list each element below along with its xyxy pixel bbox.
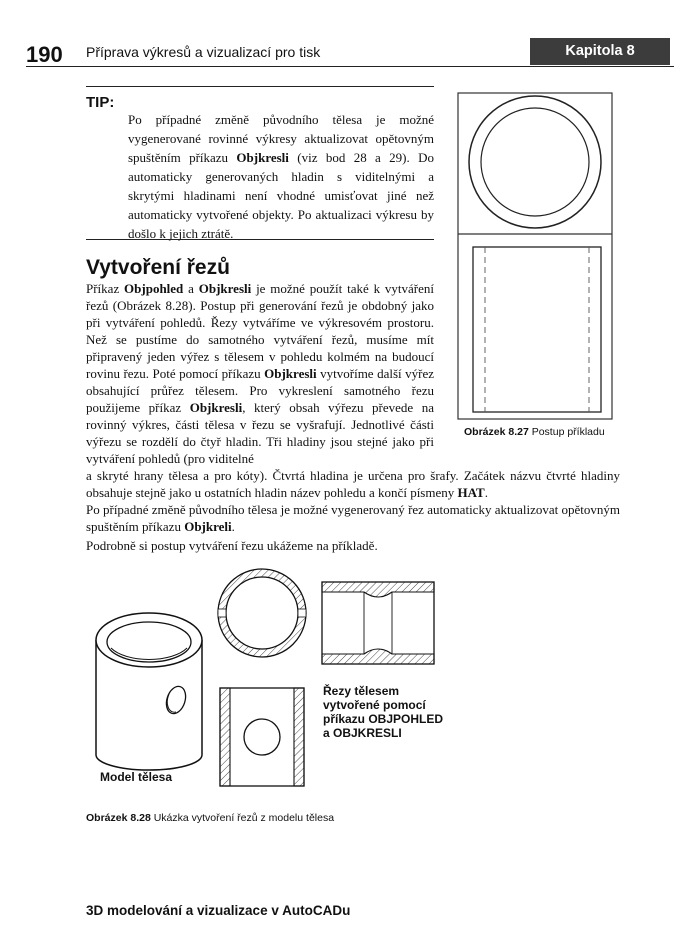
sections-label-line: vytvořené pomocí bbox=[323, 698, 426, 712]
top-view-inner-circle bbox=[481, 108, 589, 216]
tip-bottom-rule bbox=[86, 239, 434, 240]
tip-label: TIP: bbox=[86, 94, 115, 111]
longitudinal-section bbox=[322, 582, 434, 664]
header-rule bbox=[26, 66, 674, 67]
tip-text: Po případné změně původního tělesa je možné vygenerované rovinné výkresy aktualizovat opětovným spuštěním příkazu Objkresli (viz bod 28 a 29). Do automaticky generovaných hladin s viditelnými a skrytými hladinami není vhodné umisťovat jiné než automaticky vytvořené objekty. Po aktualizaci výkresu by došlo k jejich ztrátě. bbox=[128, 112, 434, 241]
paragraph-2: Po případné změně původního tělesa je možné vygenerovaný řez automaticky aktualizovat opětovným spuštěním příkazu Objkreli. bbox=[86, 502, 620, 534]
figure-8-27-drawing bbox=[457, 92, 613, 420]
front-view-outline bbox=[473, 247, 601, 412]
sections-label-line: a OBJKRESLI bbox=[323, 726, 402, 740]
footer-book-title: 3D modelování a vizualizace v AutoCADu bbox=[86, 903, 351, 918]
section-heading: Vytvoření řezů bbox=[86, 256, 230, 279]
chapter-badge: Kapitola 8 bbox=[530, 38, 670, 65]
model-label: Model tělesa bbox=[100, 770, 173, 784]
cylinder-model bbox=[96, 613, 202, 770]
paragraph-1: Příkaz Objpohled a Objkresli je možné použít také k vytváření řezů (Obrázek 8.28). Postup při generování řezů je obdobný jako při vytváření pohledů. Řezy vytváříme ve výkresovém prostoru. Než se pustíme do samotného vytváření řezů, musíme mít připravený jeden výřez s tělesem v pohledu kolmém na budoucí rovinu řezu. Poté pomocí příkazu Objkresli vytvoříme další výřez obsahující průřez tělesem. Pro vykreslení samotného řezu použijeme příkaz Objkresli, který obsah výřezu převede na rovinný výkres, části tělesa v řezu se vyšrafují. Jednotlivé části výřezu se rozdělí do čtyř hladin. Tři hladiny jsou stejné jako při vytváření pohledů (pro viditelné bbox=[86, 281, 434, 466]
sections-label-line: příkazu OBJPOHLED bbox=[323, 712, 444, 726]
figure-8-27-caption: Obrázek 8.27 Postup příkladu bbox=[464, 426, 605, 438]
top-view-outer-circle bbox=[469, 96, 601, 228]
sections-label bbox=[323, 683, 443, 740]
figure-8-28-caption: Obrázek 8.28 Ukázka vytvoření řezů z modelu tělesa bbox=[86, 812, 335, 824]
running-header-title: Příprava výkresů a vizualizací pro tisk bbox=[86, 44, 321, 60]
sections-label-line: Řezy tělesem bbox=[323, 684, 400, 698]
ring-section bbox=[218, 569, 306, 657]
tip-top-rule bbox=[86, 86, 434, 87]
paragraph-3: Podrobně si postup vytváření řezu ukážeme na příkladě. bbox=[86, 538, 378, 553]
figure-8-28-drawing bbox=[80, 560, 560, 800]
page-number: 190 bbox=[26, 42, 63, 67]
command-objkresli: Objkresli bbox=[236, 150, 289, 165]
paragraph-1-continued: a skryté hrany tělesa a pro kóty). Čtvrtá hladina je určena pro šrafy. Začátek názvu čtvrté hladiny obsahuje stejně jako u ostatních hladin název pohledu a končí písmeny HAT. bbox=[86, 468, 620, 500]
front-section bbox=[220, 688, 304, 786]
